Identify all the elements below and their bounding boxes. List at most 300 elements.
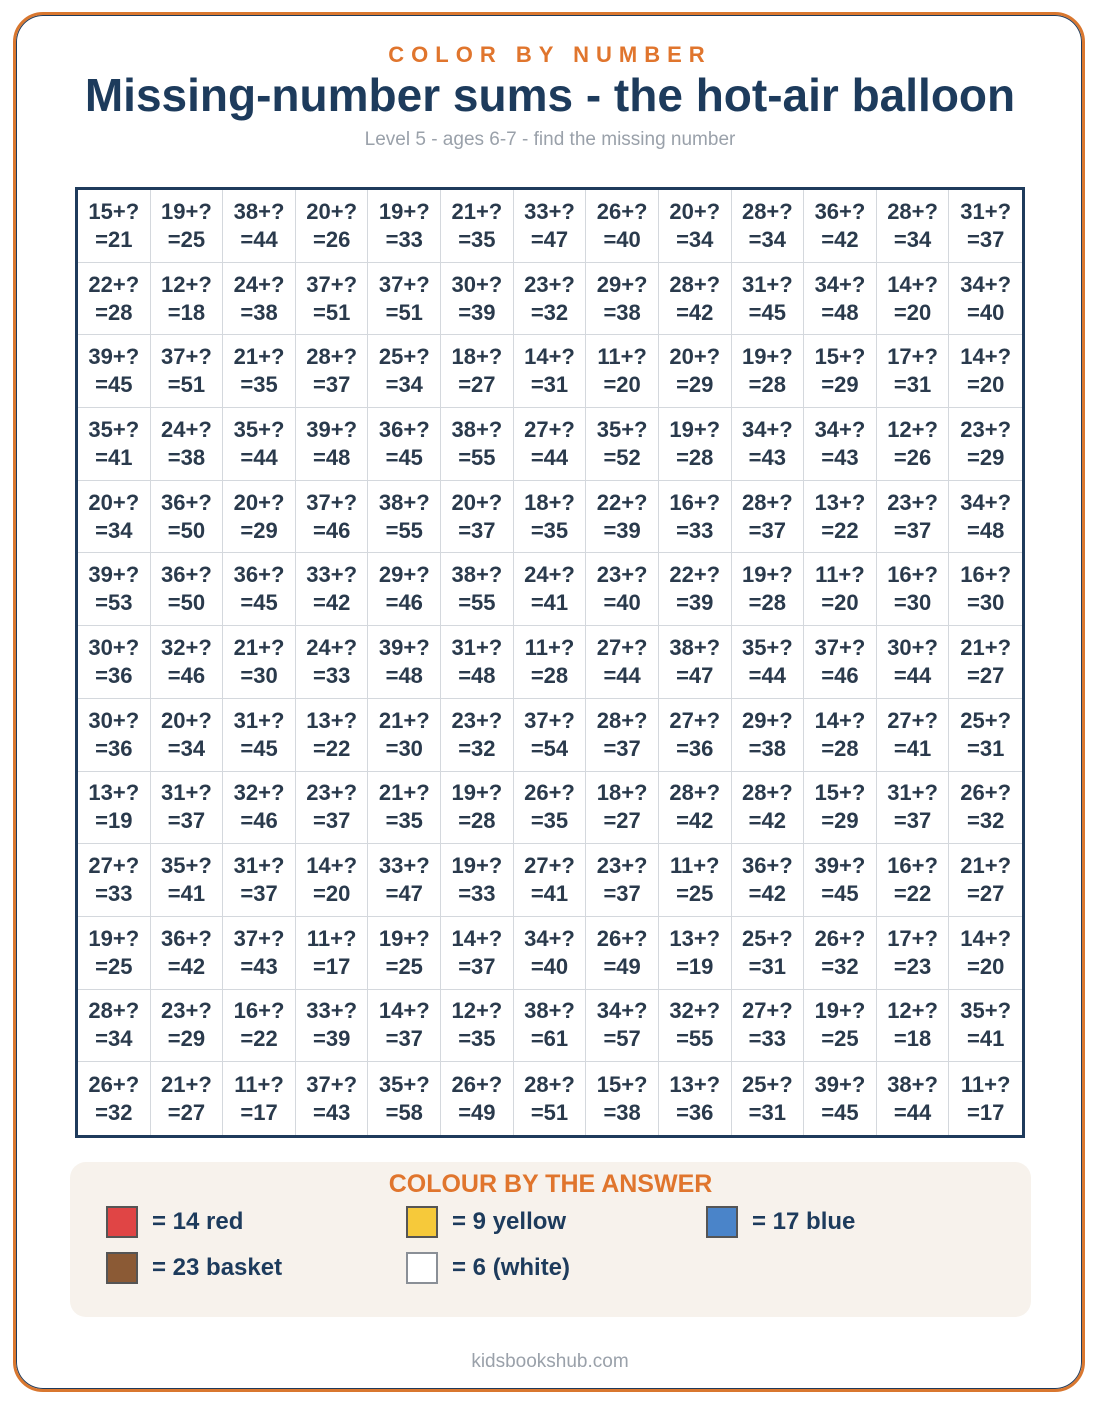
grid-cell[interactable] [659,481,732,554]
grid-cell[interactable] [586,917,659,990]
grid-cell[interactable] [368,335,441,408]
grid-cell[interactable] [877,772,950,845]
grid-cell[interactable] [514,699,587,772]
cell-equation: 37+? [524,707,575,733]
cell-equation: 36+? [814,198,866,224]
eyebrow-label: COLOR BY NUMBER [388,42,712,67]
cell-total: =45 [821,1099,859,1125]
grid-cell[interactable] [151,481,224,554]
grid-cell[interactable] [586,844,659,917]
grid-cell[interactable] [586,772,659,845]
grid-cell[interactable] [732,408,805,481]
cell-total: =41 [167,881,206,907]
grid-cell[interactable] [877,699,950,772]
grid-cell[interactable] [877,481,950,554]
grid-cell[interactable] [78,190,151,263]
grid-cell[interactable] [877,553,950,626]
cell-total: =38 [748,735,786,761]
cell-total: =41 [967,1026,1005,1052]
grid-cell[interactable] [78,990,151,1063]
grid-cell[interactable] [296,917,369,990]
cell-total: =55 [676,1026,714,1052]
cell-equation: 23+? [887,489,938,515]
cell-total: =41 [530,881,569,907]
grid-cell[interactable] [514,190,587,263]
grid-cell[interactable] [877,190,950,263]
grid-cell[interactable] [732,844,805,917]
cell-equation: 11+? [306,925,357,951]
grid-cell[interactable] [949,190,1022,263]
cell-equation: 24+? [306,634,358,660]
cell-total: =43 [240,953,278,979]
grid-cell[interactable] [223,1062,296,1135]
grid-cell[interactable] [296,772,369,845]
cell-total: =48 [385,662,423,688]
cell-total: =46 [167,662,206,688]
grid-cell[interactable] [877,626,950,699]
grid-cell[interactable] [296,190,369,263]
grid-cell[interactable] [368,263,441,336]
legend-title: COLOUR BY THE ANSWER [388,1170,713,1198]
grid-cell[interactable] [78,335,151,408]
cell-total: =22 [821,517,859,543]
cell-total: =39 [312,1026,351,1052]
grid-cell[interactable] [804,626,877,699]
cell-equation: 31+? [887,780,938,806]
grid-cell[interactable] [732,699,805,772]
cell-equation: 26+? [596,925,648,951]
cell-equation: 14+? [378,998,430,1024]
footer-site: kidsbookshub.com [471,1351,629,1372]
grid-cell[interactable] [151,699,224,772]
cell-total: =20 [967,372,1005,398]
grid-cell[interactable] [78,1062,151,1135]
cell-total: =38 [167,444,206,470]
cell-equation: 30+? [88,707,140,733]
cell-total: =36 [95,662,133,688]
cell-equation: 30+? [887,634,938,660]
cell-total: =32 [821,953,859,979]
cell-equation: 30+? [88,634,140,660]
grid-cell[interactable] [368,626,441,699]
grid-cell[interactable] [659,190,732,263]
grid-cell[interactable] [78,917,151,990]
grid-cell[interactable] [949,917,1022,990]
cell-total: =37 [167,808,206,834]
grid-cell[interactable] [586,408,659,481]
grid-cell[interactable] [368,553,441,626]
cell-equation: 36+? [161,925,212,951]
cell-total: =21 [95,226,133,252]
cell-equation: 21+? [233,634,285,660]
grid-cell[interactable] [296,844,369,917]
grid-cell[interactable] [659,263,732,336]
grid-cell[interactable] [296,481,369,554]
grid-cell[interactable] [659,772,732,845]
grid-cell[interactable] [659,699,732,772]
cell-equation: 25+? [960,707,1012,733]
grid-cell[interactable] [368,1062,441,1135]
cell-total: =28 [530,662,569,688]
grid-cell[interactable] [441,553,514,626]
grid-cell[interactable] [78,263,151,336]
cell-total: =31 [748,953,786,979]
grid-cell[interactable] [514,1062,587,1135]
cell-equation: 31+? [451,634,503,660]
cell-total: =27 [967,662,1005,688]
grid-cell[interactable] [296,553,369,626]
grid-cell[interactable] [151,772,224,845]
grid-cell[interactable] [223,990,296,1063]
cell-equation: 35+? [378,1071,430,1097]
grid-cell[interactable] [151,263,224,336]
cell-total: =27 [458,372,496,398]
grid-cell[interactable] [223,553,296,626]
cell-equation: 35+? [596,416,648,442]
cell-total: =19 [676,953,714,979]
cell-equation: 12+? [451,998,503,1024]
grid-cell[interactable] [296,335,369,408]
grid-cell[interactable] [949,335,1022,408]
grid-cell[interactable] [368,699,441,772]
grid-cell[interactable] [296,263,369,336]
grid-cell[interactable] [949,626,1022,699]
grid-cell[interactable] [368,772,441,845]
cell-total: =38 [603,299,641,325]
cell-total: =28 [748,372,786,398]
cell-equation: 17+? [887,925,938,951]
grid-cell[interactable] [151,990,224,1063]
grid-cell[interactable] [368,481,441,554]
cell-equation: 20+? [669,344,721,370]
grid-cell[interactable] [441,844,514,917]
grid-cell[interactable] [949,553,1022,626]
cell-total: =28 [748,590,786,616]
cell-equation: 31+? [233,853,285,879]
cell-total: =27 [967,881,1005,907]
grid-cell[interactable] [223,263,296,336]
grid-cell[interactable] [441,772,514,845]
cell-total: =44 [603,662,641,688]
grid-cell[interactable] [223,917,296,990]
grid-cell[interactable] [659,990,732,1063]
cell-equation: 18+? [451,344,503,370]
grid-cell[interactable] [732,990,805,1063]
grid-cell[interactable] [296,699,369,772]
grid-cell[interactable] [151,335,224,408]
grid-cell[interactable] [441,917,514,990]
grid-cell[interactable] [732,626,805,699]
cell-equation: 15+? [596,1071,648,1097]
cell-total: =20 [893,299,932,325]
grid-cell[interactable] [441,335,514,408]
grid-cell[interactable] [514,917,587,990]
cell-total: =47 [530,226,569,252]
grid-cell[interactable] [659,917,732,990]
grid-cell[interactable] [949,772,1022,845]
cell-total: =18 [893,1026,932,1052]
grid-cell[interactable] [732,190,805,263]
cell-total: =29 [821,372,859,398]
grid-cell[interactable] [586,553,659,626]
grid-cell[interactable] [949,990,1022,1063]
cell-equation: 36+? [233,562,285,588]
grid-cell[interactable] [514,990,587,1063]
cell-total: =42 [676,299,714,325]
grid-cell[interactable] [441,481,514,554]
cell-total: =34 [748,226,786,252]
cell-equation: 33+? [378,853,430,879]
cell-equation: 11+? [815,562,865,588]
grid-cell[interactable] [949,481,1022,554]
grid-cell[interactable] [804,190,877,263]
cell-total: =23 [893,953,932,979]
grid-cell[interactable] [514,553,587,626]
cell-equation: 35+? [88,416,140,442]
cell-total: =34 [893,226,932,252]
cell-total: =28 [95,299,133,325]
grid-cell[interactable] [441,263,514,336]
grid-cell[interactable] [78,844,151,917]
legend-label-basket: = 23 basket [152,1254,283,1281]
grid-cell[interactable] [804,772,877,845]
grid-cell[interactable] [732,481,805,554]
grid-cell[interactable] [78,408,151,481]
cell-equation: 19+? [451,853,503,879]
grid-cell[interactable] [223,844,296,917]
cell-total: =34 [676,226,714,252]
cell-total: =41 [893,735,932,761]
grid-cell[interactable] [223,699,296,772]
cell-total: =51 [530,1099,569,1125]
grid-cell[interactable] [223,626,296,699]
cell-total: =20 [967,953,1005,979]
grid-cell[interactable] [732,335,805,408]
grid-cell[interactable] [586,1062,659,1135]
cell-total: =51 [167,372,206,398]
cell-total: =33 [676,517,714,543]
grid-cell[interactable] [586,481,659,554]
grid-cell[interactable] [804,335,877,408]
grid-cell[interactable] [659,1062,732,1135]
grid-cell[interactable] [368,990,441,1063]
grid-cell[interactable] [804,1062,877,1135]
cell-equation: 13+? [814,489,866,515]
grid-cell[interactable] [949,263,1022,336]
grid-cell[interactable] [151,917,224,990]
grid-cell[interactable] [441,626,514,699]
grid-cell[interactable] [514,335,587,408]
grid-cell[interactable] [223,408,296,481]
cell-equation: 25+? [741,1071,793,1097]
grid-cell[interactable] [732,917,805,990]
grid-cell[interactable] [514,481,587,554]
cell-total: =48 [821,299,859,325]
grid-cell[interactable] [804,699,877,772]
grid-cell[interactable] [151,408,224,481]
grid-cell[interactable] [514,263,587,336]
cell-total: =39 [603,517,641,543]
cell-equation: 20+? [306,198,358,224]
cell-total: =29 [967,444,1005,470]
grid-cell[interactable] [296,408,369,481]
grid-cell[interactable] [441,1062,514,1135]
grid-cell[interactable] [804,917,877,990]
grid-cell[interactable] [804,553,877,626]
grid-cell[interactable] [151,1062,224,1135]
cell-total: =34 [385,372,423,398]
grid-cell[interactable] [949,699,1022,772]
cell-equation: 28+? [524,1071,575,1097]
cell-total: =36 [676,1099,714,1125]
grid-cell[interactable] [586,699,659,772]
cell-total: =49 [603,953,641,979]
grid-cell[interactable] [296,990,369,1063]
grid-cell[interactable] [441,408,514,481]
grid-cell[interactable] [514,844,587,917]
grid-cell[interactable] [949,1062,1022,1135]
grid-cell[interactable] [659,553,732,626]
grid-cell[interactable] [223,190,296,263]
grid-cell[interactable] [296,1062,369,1135]
cell-equation: 27+? [88,853,140,879]
grid-cell[interactable] [514,626,587,699]
cell-equation: 36+? [161,489,212,515]
grid-cell[interactable] [877,408,950,481]
cell-equation: 13+? [306,707,358,733]
cell-total: =45 [385,444,423,470]
grid-cell[interactable] [223,335,296,408]
cell-total: =28 [676,444,714,470]
grid-cell[interactable] [586,190,659,263]
cell-equation: 21+? [233,344,285,370]
grid-cell[interactable] [151,844,224,917]
cell-equation: 31+? [960,198,1012,224]
grid-cell[interactable] [804,844,877,917]
cell-total: =37 [967,226,1005,252]
cell-total: =41 [530,590,569,616]
page-title: Missing-number sums - the hot-air balloon [84,69,1016,121]
legend-item-basket [106,1252,282,1284]
cell-equation: 36+? [161,562,212,588]
grid-cell[interactable] [151,626,224,699]
grid-cell[interactable] [368,917,441,990]
cell-equation: 37+? [233,925,285,951]
cell-total: =53 [95,590,133,616]
cell-total: =44 [240,444,278,470]
grid-cell[interactable] [223,772,296,845]
grid-cell[interactable] [877,263,950,336]
cell-total: =40 [603,590,641,616]
cell-equation: 18+? [524,489,575,515]
cell-total: =30 [240,662,278,688]
cell-equation: 20+? [88,489,140,515]
cell-total: =35 [458,1026,496,1052]
cell-total: =61 [530,1026,569,1052]
cell-equation: 19+? [669,416,721,442]
cell-equation: 17+? [887,344,938,370]
grid-cell[interactable] [732,553,805,626]
cell-total: =46 [312,517,351,543]
grid-cell[interactable] [877,917,950,990]
grid-cell[interactable] [732,1062,805,1135]
cell-equation: 16+? [887,853,938,879]
grid-cell[interactable] [732,263,805,336]
grid-cell[interactable] [514,408,587,481]
cell-total: =43 [821,444,859,470]
grid-cell[interactable] [441,990,514,1063]
grid-cell[interactable] [151,553,224,626]
grid-cell[interactable] [659,408,732,481]
grid-cell[interactable] [659,626,732,699]
cell-total: =39 [458,299,496,325]
grid-cell[interactable] [732,772,805,845]
cell-total: =29 [821,808,859,834]
cell-total: =51 [312,299,351,325]
grid-cell[interactable] [804,990,877,1063]
cell-total: =42 [167,953,206,979]
cell-total: =42 [676,808,714,834]
grid-cell[interactable] [441,190,514,263]
grid-cell[interactable] [368,190,441,263]
grid-cell[interactable] [877,335,950,408]
grid-cell[interactable] [78,553,151,626]
grid-cell[interactable] [441,699,514,772]
cell-total: =22 [240,1026,278,1052]
grid-cell[interactable] [78,481,151,554]
cell-total: =25 [385,953,423,979]
cell-equation: 39+? [88,562,140,588]
grid-cell[interactable] [296,626,369,699]
grid-cell[interactable] [804,408,877,481]
grid-cell[interactable] [586,335,659,408]
cell-equation: 28+? [741,489,793,515]
cell-equation: 27+? [596,634,648,660]
cell-equation: 12+? [161,271,212,297]
grid-cell[interactable] [368,844,441,917]
cell-equation: 19+? [741,344,793,370]
cell-total: =31 [530,372,569,398]
cell-equation: 22+? [88,271,140,297]
grid-cell[interactable] [514,772,587,845]
grid-cell[interactable] [78,772,151,845]
grid-cell[interactable] [223,481,296,554]
cell-total: =42 [748,881,786,907]
cell-total: =41 [95,444,133,470]
grid-cell[interactable] [804,481,877,554]
grid-cell[interactable] [949,408,1022,481]
cell-equation: 35+? [741,634,793,660]
grid-cell[interactable] [877,844,950,917]
grid-cell[interactable] [151,190,224,263]
grid-cell[interactable] [877,1062,950,1135]
cell-total: =33 [748,1026,786,1052]
grid-cell[interactable] [877,990,950,1063]
grid-cell[interactable] [659,844,732,917]
grid-cell[interactable] [78,699,151,772]
grid-cell[interactable] [804,263,877,336]
grid-cell[interactable] [949,844,1022,917]
grid-cell[interactable] [368,408,441,481]
grid-cell[interactable] [586,263,659,336]
grid-cell[interactable] [586,990,659,1063]
cell-total: =43 [312,1099,351,1125]
grid-cell[interactable] [586,626,659,699]
grid-cell[interactable] [78,626,151,699]
cell-total: =43 [748,444,786,470]
cell-equation: 35+? [161,853,212,879]
grid-cell[interactable] [659,335,732,408]
